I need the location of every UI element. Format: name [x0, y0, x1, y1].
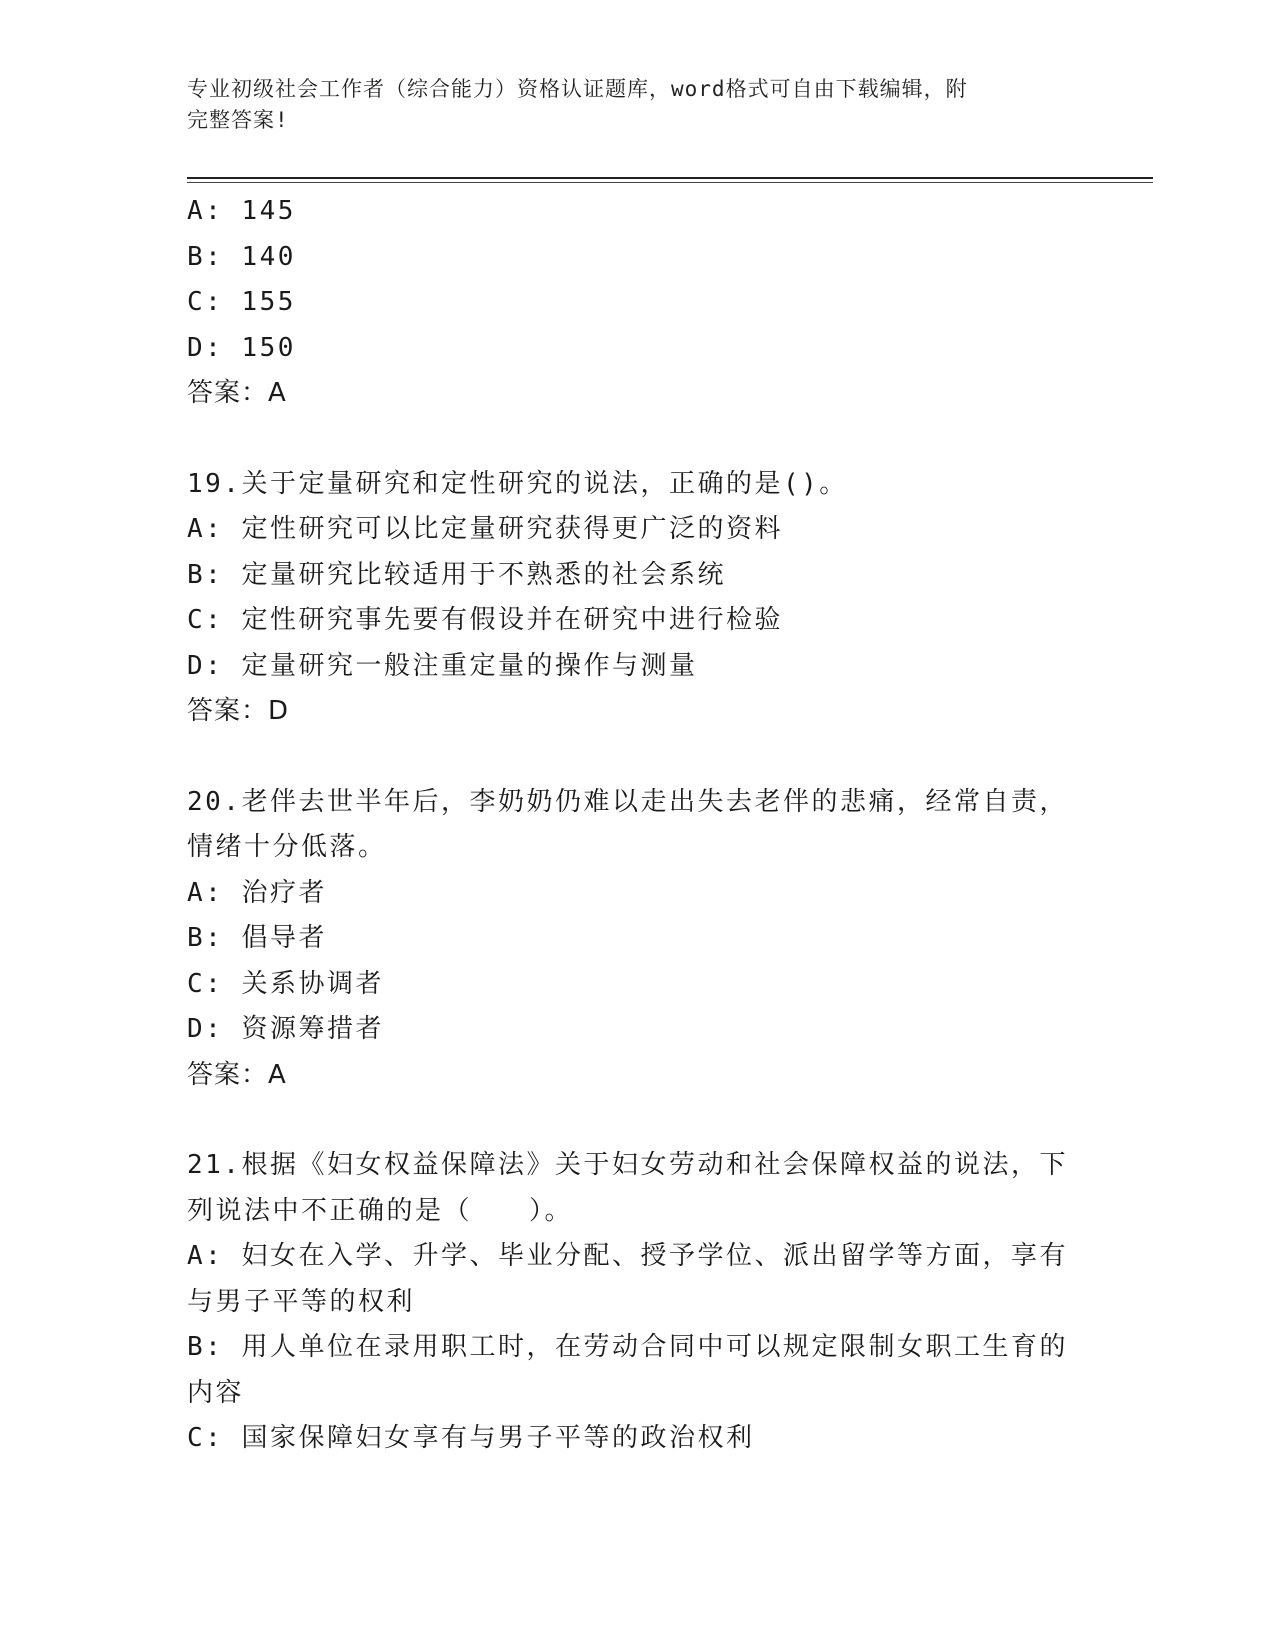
question-text-line-1: 20.老伴去世半年后，李奶奶仍难以走出失去老伴的悲痛，经常自责， [187, 786, 1068, 817]
question-19 [187, 462, 1087, 735]
option-a-line-2: 与男子平等的权利 [187, 1286, 416, 1317]
question-text-line-2: 列说法中不正确的是（ ）。 [187, 1195, 574, 1226]
option-c: C: 国家保障妇女享有与男子平等的政治权利 [187, 1423, 755, 1453]
header-divider-thin [187, 182, 1153, 183]
question-content [187, 189, 1087, 1462]
question-18 [187, 189, 1087, 417]
option-c: C: 155 [187, 287, 296, 317]
header-line-2: 完整答案! [187, 108, 289, 132]
answer: 答案：A [187, 1059, 287, 1090]
document-header [187, 74, 1067, 136]
option-d: D: 资源筹措者 [187, 1014, 384, 1044]
option-b-line-2: 内容 [187, 1377, 245, 1408]
question-21 [187, 1143, 1087, 1462]
question-text: 19.关于定量研究和定性研究的说法，正确的是()。 [187, 468, 848, 499]
question-20 [187, 780, 1087, 1099]
option-b: B: 定量研究比较适用于不熟悉的社会系统 [187, 559, 726, 590]
spacer [187, 1098, 1087, 1143]
option-b: B: 140 [187, 241, 296, 272]
option-a: A: 145 [187, 196, 296, 226]
header-line-1: 专业初级社会工作者（综合能力）资格认证题库，word格式可自由下载编辑，附 [187, 77, 968, 101]
option-c: C: 定性研究事先要有假设并在研究中进行检验 [187, 605, 783, 635]
option-d: D: 定量研究一般注重定量的操作与测量 [187, 650, 698, 681]
question-text-line-2: 情绪十分低落。 [187, 832, 387, 862]
option-b-line-1: B: 用人单位在录用职工时，在劳动合同中可以规定限制女职工生育的 [187, 1332, 1068, 1362]
option-d: D: 150 [187, 332, 296, 363]
option-c: C: 关系协调者 [187, 968, 384, 999]
option-a: A: 治疗者 [187, 877, 327, 908]
answer: 答案：D [187, 696, 290, 726]
answer: 答案：A [187, 378, 287, 408]
spacer [187, 735, 1087, 780]
option-b: B: 倡导者 [187, 923, 327, 953]
option-a-line-1: A: 妇女在入学、升学、毕业分配、授予学位、派出留学等方面，享有 [187, 1241, 1068, 1271]
header-divider-thick [187, 177, 1153, 179]
option-a: A: 定性研究可以比定量研究获得更广泛的资料 [187, 514, 783, 544]
spacer [187, 417, 1087, 462]
question-text-line-1: 21.根据《妇女权益保障法》关于妇女劳动和社会保障权益的说法，下 [187, 1150, 1068, 1180]
